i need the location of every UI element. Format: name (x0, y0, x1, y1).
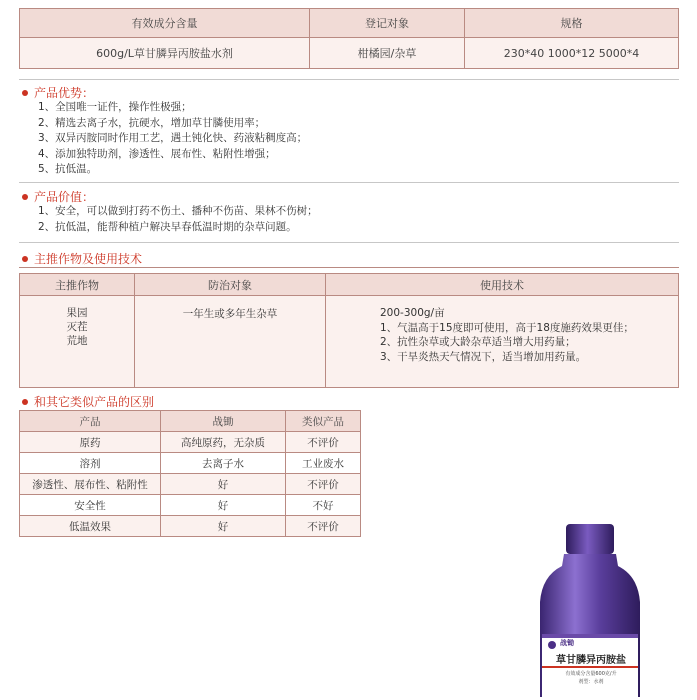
table-cell: 原药 (20, 432, 161, 453)
compare-table (19, 410, 361, 537)
spec-header-content: 有效成分含量 (20, 9, 310, 38)
bottle-brand: 战锄 (560, 639, 574, 647)
table-cell: 溶剂 (20, 453, 161, 474)
list-item: 5、抗低温。 (38, 163, 98, 175)
spec-table (19, 8, 679, 69)
list-item: 1、全国唯一证件，操作性极强； (38, 101, 192, 113)
divider (19, 267, 679, 268)
table-cell: 去离子水 (161, 453, 286, 474)
spec-header-target: 登记对象 (310, 9, 465, 38)
crop-cell-list (20, 296, 135, 388)
crop-header-target: 防治对象 (135, 274, 326, 296)
bullet-dot-icon (22, 399, 28, 405)
compare-header-ours: 战锄 (161, 411, 286, 432)
list-item: 4、添加独特助剂，渗透性、展布性、粘附性增强； (38, 147, 276, 160)
crops-title-text: 主推作物及使用技术 (34, 252, 143, 266)
bullet-dot-icon (22, 90, 28, 96)
compare-header-similar: 类似产品 (286, 411, 361, 432)
spec-header-size: 规格 (465, 9, 679, 38)
crop-header-crop: 主推作物 (20, 274, 135, 296)
bullet-dot-icon (22, 256, 28, 262)
table-cell: 高纯原药，无杂质 (161, 432, 286, 453)
advantages-title-text: 产品优势： (34, 86, 95, 100)
value-list (38, 204, 318, 235)
spec-cell-content: 600g/L草甘膦异丙胺盐水剂 (20, 38, 310, 69)
divider (19, 182, 679, 183)
bottle-name: 草甘膦异丙胺盐 (556, 655, 626, 666)
divider (19, 242, 679, 243)
tech-item: 2、抗性杂草或大龄杂草适当增大用药量； (380, 336, 576, 348)
table-cell: 不评价 (286, 516, 361, 537)
crop-item: 灭茬 (66, 321, 88, 333)
crop-item: 荒地 (66, 335, 88, 347)
advantages-list (38, 100, 307, 178)
crop-item: 果园 (66, 307, 88, 319)
table-cell: 好 (161, 474, 286, 495)
table-cell: 工业废水 (286, 453, 361, 474)
value-title (22, 188, 94, 205)
crops-title (22, 250, 142, 267)
table-cell: 好 (161, 516, 286, 537)
crop-cell-target: 一年生或多年生杂草 (135, 296, 326, 388)
list-item: 2、精选去离子水，抗硬水，增加草甘膦使用率； (38, 116, 266, 129)
spec-cell-target: 柑橘园/杂草 (310, 38, 465, 69)
list-item: 1、安全，可以做到打药不伤土、播种不伤苗、果林不伤树； (38, 205, 318, 217)
compare-header-product: 产品 (20, 411, 161, 432)
value-title-text: 产品价值： (34, 190, 95, 204)
advantages-title (22, 84, 94, 101)
bottle-sub1: 有效成分含量600克/升 (565, 671, 617, 677)
compare-title-text: 和其它类似产品的区别 (34, 395, 155, 409)
table-cell: 不好 (286, 495, 361, 516)
tech-item: 3、干旱炎热天气情况下，适当增加用药量。 (380, 350, 587, 363)
table-cell: 低温效果 (20, 516, 161, 537)
table-cell: 安全性 (20, 495, 161, 516)
list-item: 3、双异丙胺同时作用工艺，遇土钝化快、药液粘稠度高； (38, 132, 308, 144)
tech-item: 200-300g/亩 (380, 307, 445, 319)
table-cell: 好 (161, 495, 286, 516)
table-cell: 不评价 (286, 432, 361, 453)
list-item: 2、抗低温，能帮种植户解决早春低温时期的杂草问题。 (38, 220, 297, 233)
bullet-dot-icon (22, 194, 28, 200)
crop-table (19, 273, 679, 388)
crop-header-tech: 使用技术 (326, 274, 679, 296)
divider (19, 79, 679, 80)
tech-item: 1、气温高于15度即可使用，高于18度施药效果更佳； (380, 321, 634, 334)
compare-title (22, 393, 154, 410)
table-cell: 不评价 (286, 474, 361, 495)
spec-cell-size: 230*40 1000*12 5000*4 (465, 38, 679, 69)
table-cell: 渗透性、展布性、粘附性 (20, 474, 161, 495)
bottle-sub2: 剂型：水剂 (578, 679, 604, 685)
crop-cell-tech (326, 296, 679, 388)
product-bottle-image (534, 524, 646, 697)
